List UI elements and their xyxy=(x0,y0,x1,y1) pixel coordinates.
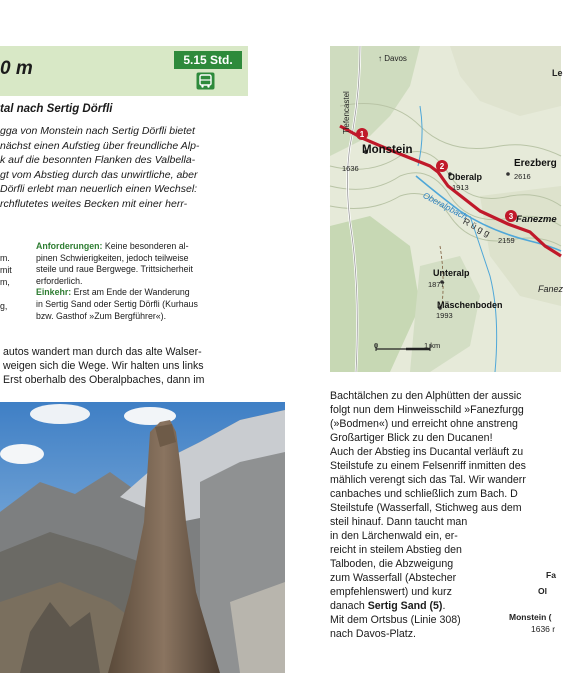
profile-label-monstein: Monstein ( xyxy=(509,612,552,622)
map-label-fanez-right: Fanez xyxy=(538,284,563,294)
info-line: bzw. Gasthof »Zum Bergführer«). xyxy=(36,310,167,321)
einkehr-label: Einkehr: xyxy=(36,287,72,298)
profile-label-ol: Ol xyxy=(538,586,547,596)
intro-line: rchflutetes weites Becken mit einer herr- xyxy=(0,198,188,210)
map-label-davos: ↑ Davos xyxy=(378,54,407,63)
map-label-fanez-alt: 2159 xyxy=(498,236,515,245)
info-line: erforderlich. xyxy=(36,275,83,286)
side-fragment: m, xyxy=(0,277,10,287)
side-fragment: m. xyxy=(0,253,10,263)
body-line: Erst oberhalb des Oberalpbaches, dann im xyxy=(3,374,205,386)
body-line: Steilstufe zu einem Felsenriff inmitten des xyxy=(330,460,526,472)
bus-icon xyxy=(196,72,215,90)
body-line: nach Davos-Platz. xyxy=(330,628,416,640)
info-line: Keine besonderen al- xyxy=(102,241,189,251)
svg-text:2: 2 xyxy=(439,162,445,171)
body-line: folgt nun dem Hinweisschild »Fanezfurgg xyxy=(330,404,524,416)
map-label-monstein: Monstein xyxy=(362,144,413,156)
body-line xyxy=(330,600,445,613)
map-label-unteralp: Unteralp xyxy=(433,268,470,278)
body-line: (»Bodmen«) und erreicht ohne anstreng xyxy=(330,418,518,430)
route-subtitle: tal nach Sertig Dörfli xyxy=(0,103,113,115)
anforderungen-label: Anforderungen: xyxy=(36,241,103,251)
svg-text:1: 1 xyxy=(359,130,365,139)
map-scale-zero: 0 xyxy=(374,341,379,350)
destination-name: Sertig Sand (5) xyxy=(367,600,443,612)
body-line: reicht in steilem Abstieg den xyxy=(330,544,462,556)
body-line: weigen sich die Wege. Wir halten uns links xyxy=(3,360,204,372)
profile-label-alt: 1636 r xyxy=(531,624,556,634)
side-fragment: mit xyxy=(0,265,12,275)
map-label-fanezmeder: Fanezme xyxy=(516,214,557,225)
map-label-maeschen-alt: 1993 xyxy=(436,311,453,320)
body-line: Bachtälchen zu den Alphütten der aussic xyxy=(330,390,522,402)
info-line: in Sertig Sand oder Sertig Dörfli (Kurhaus xyxy=(36,298,198,309)
body-line: autos wandert man durch das alte Walser- xyxy=(3,346,202,358)
map-label-tiefencastel: Tiefencastel xyxy=(342,91,351,134)
body-line: Talboden, die Abzweigung xyxy=(330,558,454,570)
side-fragment: g, xyxy=(0,301,8,311)
map-label-unteralp-alt: 1877 xyxy=(428,280,445,289)
body-text: . xyxy=(442,600,446,612)
body-line: Steilstufe (Wasserfall, Stichweg aus dem xyxy=(330,502,522,514)
body-line: Auch der Abstieg ins Ducantal verläuft zu xyxy=(330,446,524,458)
altitude-heading: 0 m xyxy=(0,58,33,79)
map-label-oberalp: Oberalp xyxy=(448,172,483,182)
body-line: zum Wasserfall (Abstecher xyxy=(330,572,457,584)
map-label-monstein-alt: 1636 xyxy=(342,164,359,173)
intro-line: nächst einen Aufstieg über freundliche Alp- xyxy=(0,139,200,152)
svg-text:3: 3 xyxy=(508,212,514,221)
body-text: danach xyxy=(330,600,368,612)
body-line: Mit dem Ortsbus (Linie 308) xyxy=(330,614,461,626)
map-label-le: Le xyxy=(552,68,563,78)
intro-line: gga von Monstein nach Sertig Dörfli bietet xyxy=(0,125,195,137)
map-label-maeschenboden: Mäschenboden xyxy=(437,300,503,310)
info-line: steile und raue Bergwege. Trittsicherheit xyxy=(36,264,193,275)
map-scale-km: 1 km xyxy=(424,341,441,350)
info-line: pinen Schwierigkeiten, jedoch teilweise xyxy=(36,252,189,263)
rock-pinnacle-photo xyxy=(0,402,285,673)
map-label-oberalpbach: Oberalpbach xyxy=(421,190,469,222)
body-line: empfehlenswert) und kurz xyxy=(330,586,452,598)
map-label-erezberg-alt: 2616 xyxy=(514,172,531,181)
body-line: steil hinauf. Dann taucht man xyxy=(330,516,468,528)
intro-line: k auf die besonnten Flanken des Valbella- xyxy=(0,154,196,167)
map-label-erezberg: Erezberg xyxy=(514,158,557,169)
time-badge: 5.15 Std. xyxy=(174,51,242,69)
map-label-oberalp-alt: 1913 xyxy=(452,183,469,192)
intro-line: gt vom Abstieg durch das unwirtliche, aber xyxy=(0,168,198,181)
body-line: canbaches und schließlich zum Bach. D xyxy=(330,488,518,500)
info-line: Erst am Ende der Wanderung xyxy=(71,287,190,298)
anforderungen-block xyxy=(36,241,246,322)
body-line: mählich verengt sich das Tal. Wir wanderr xyxy=(330,474,526,486)
profile-label-fa: Fa xyxy=(546,570,556,580)
body-line: Großartiger Blick zu den Ducanen! xyxy=(330,432,493,444)
body-line: in den Lärchenwald ein, er- xyxy=(330,530,458,542)
map-label-rugg: R ü g g xyxy=(461,216,492,239)
intro-line: Dörfli erlebt man neuerlich einen Wechsel: xyxy=(0,183,198,196)
